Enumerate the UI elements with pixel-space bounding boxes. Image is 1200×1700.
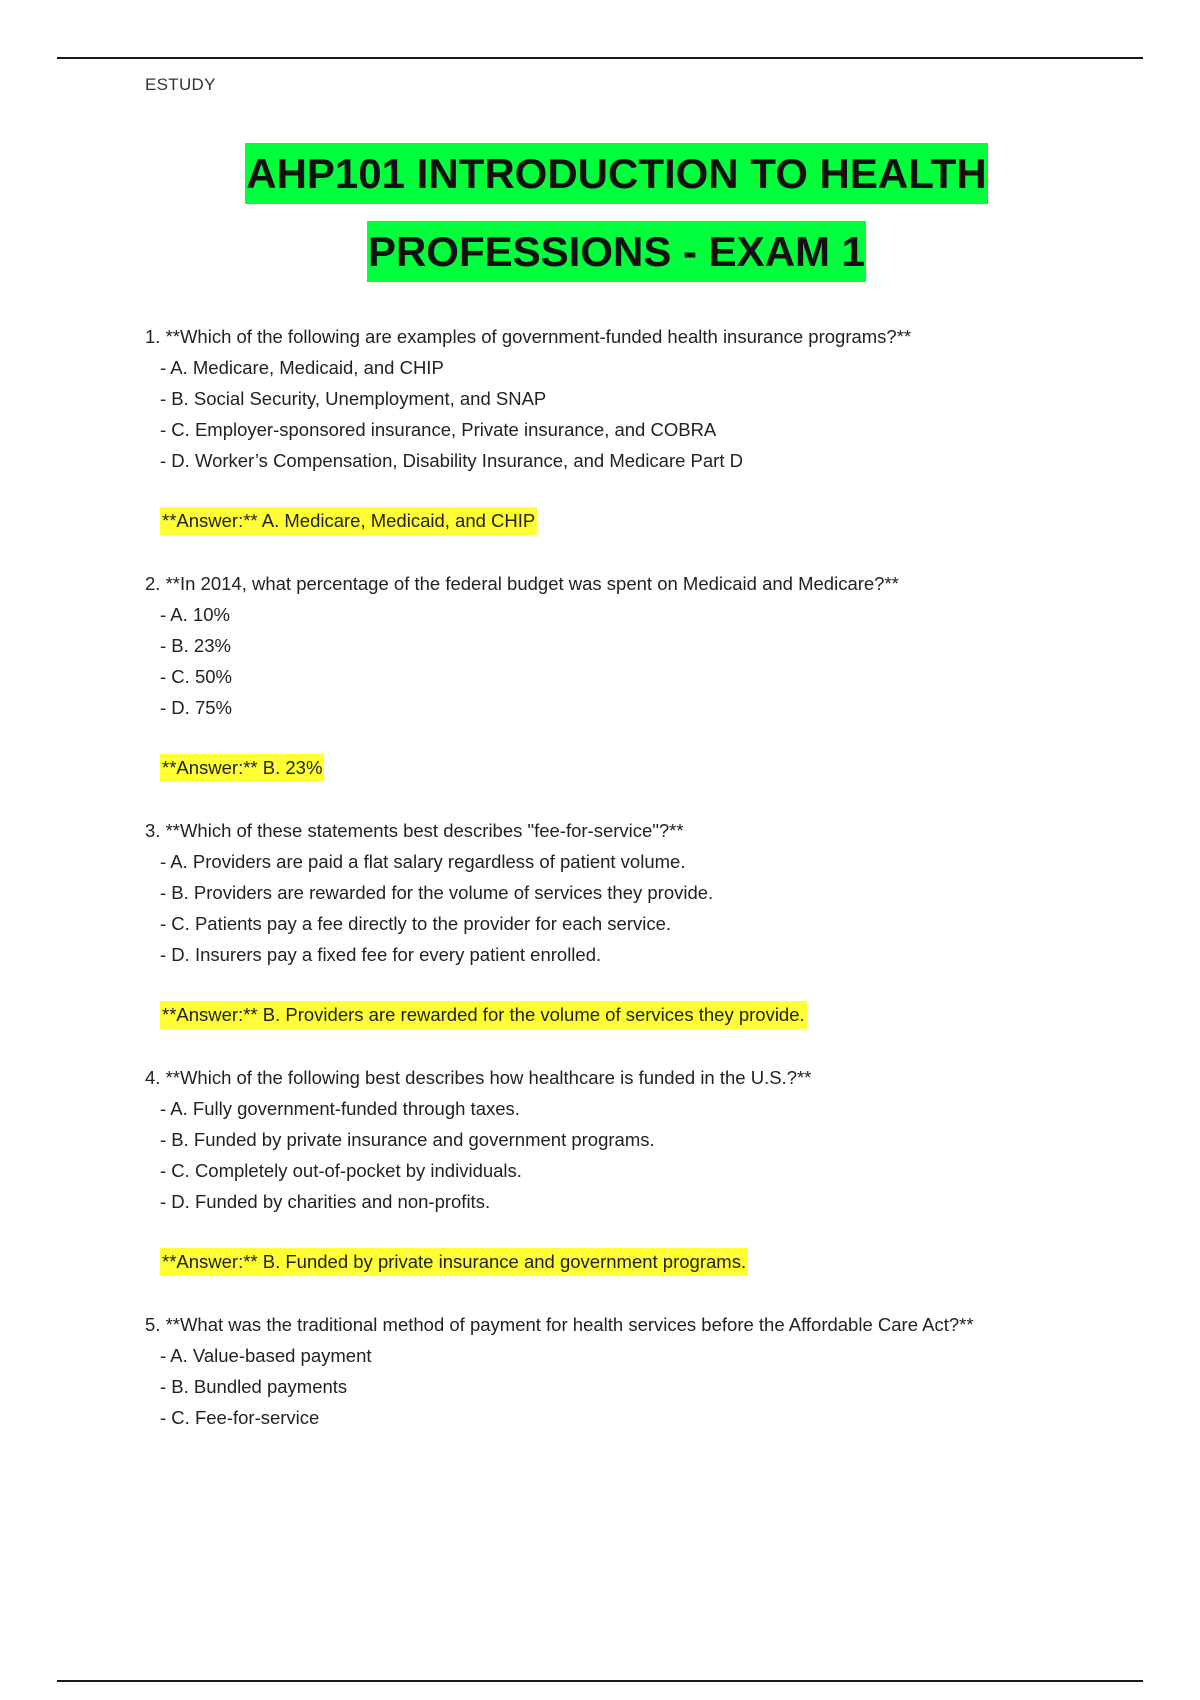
title-line-2: PROFESSIONS - EXAM 1 <box>367 221 866 282</box>
bottom-divider <box>57 1680 1143 1682</box>
option-a: - A. Fully government-funded through taxes. <box>160 1098 520 1119</box>
option-a: - A. Value-based payment <box>160 1345 372 1366</box>
question-1 <box>145 321 1145 538</box>
option-d: - D. 75% <box>160 697 232 718</box>
question-text: 1. **Which of the following are examples of government-funded health insurance programs?** <box>145 326 912 347</box>
option-a: - A. Medicare, Medicaid, and CHIP <box>160 357 444 378</box>
answer-highlight: **Answer:** B. 23% <box>160 754 324 782</box>
option-b: - B. Bundled payments <box>160 1376 348 1397</box>
option-d: - D. Insurers pay a fixed fee for every patient enrolled. <box>160 944 602 965</box>
option-b: - B. 23% <box>160 635 231 656</box>
option-c: - C. Completely out-of-pocket by individuals. <box>160 1160 522 1181</box>
option-c: - C. 50% <box>160 666 232 687</box>
option-d: - D. Funded by charities and non-profits. <box>160 1191 491 1212</box>
question-2 <box>145 568 1145 785</box>
option-b: - B. Funded by private insurance and government programs. <box>160 1129 655 1150</box>
question-text: 4. **Which of the following best describes how healthcare is funded in the U.S.?** <box>145 1067 812 1088</box>
option-a: - A. Providers are paid a flat salary regardless of patient volume. <box>160 851 686 872</box>
answer-highlight: **Answer:** B. Providers are rewarded for the volume of services they provide. <box>160 1001 807 1029</box>
question-3 <box>145 815 1145 1032</box>
option-b: - B. Providers are rewarded for the volume of services they provide. <box>160 882 714 903</box>
option-a: - A. 10% <box>160 604 230 625</box>
option-c: - C. Fee-for-service <box>160 1407 320 1428</box>
option-b: - B. Social Security, Unemployment, and SNAP <box>160 388 547 409</box>
top-divider <box>57 57 1143 59</box>
question-text: 5. **What was the traditional method of payment for health services before the Affordable Care Act?** <box>145 1314 974 1335</box>
question-text: 3. **Which of these statements best describes "fee-for-service"?** <box>145 820 684 841</box>
question-list <box>145 321 1145 1463</box>
answer-highlight: **Answer:** A. Medicare, Medicaid, and CHIP <box>160 507 537 535</box>
document-header-label: ESTUDY <box>145 75 216 94</box>
question-text: 2. **In 2014, what percentage of the federal budget was spent on Medicaid and Medicare?** <box>145 573 899 594</box>
document-title <box>0 143 1200 282</box>
answer-highlight: **Answer:** B. Funded by private insurance and government programs. <box>160 1248 748 1276</box>
option-c: - C. Employer-sponsored insurance, Private insurance, and COBRA <box>160 419 717 440</box>
question-4 <box>145 1062 1145 1279</box>
title-line-1: AHP101 INTRODUCTION TO HEALTH <box>245 143 988 204</box>
question-5 <box>145 1309 1145 1433</box>
option-c: - C. Patients pay a fee directly to the provider for each service. <box>160 913 672 934</box>
option-d: - D. Worker’s Compensation, Disability Insurance, and Medicare Part D <box>160 450 743 471</box>
